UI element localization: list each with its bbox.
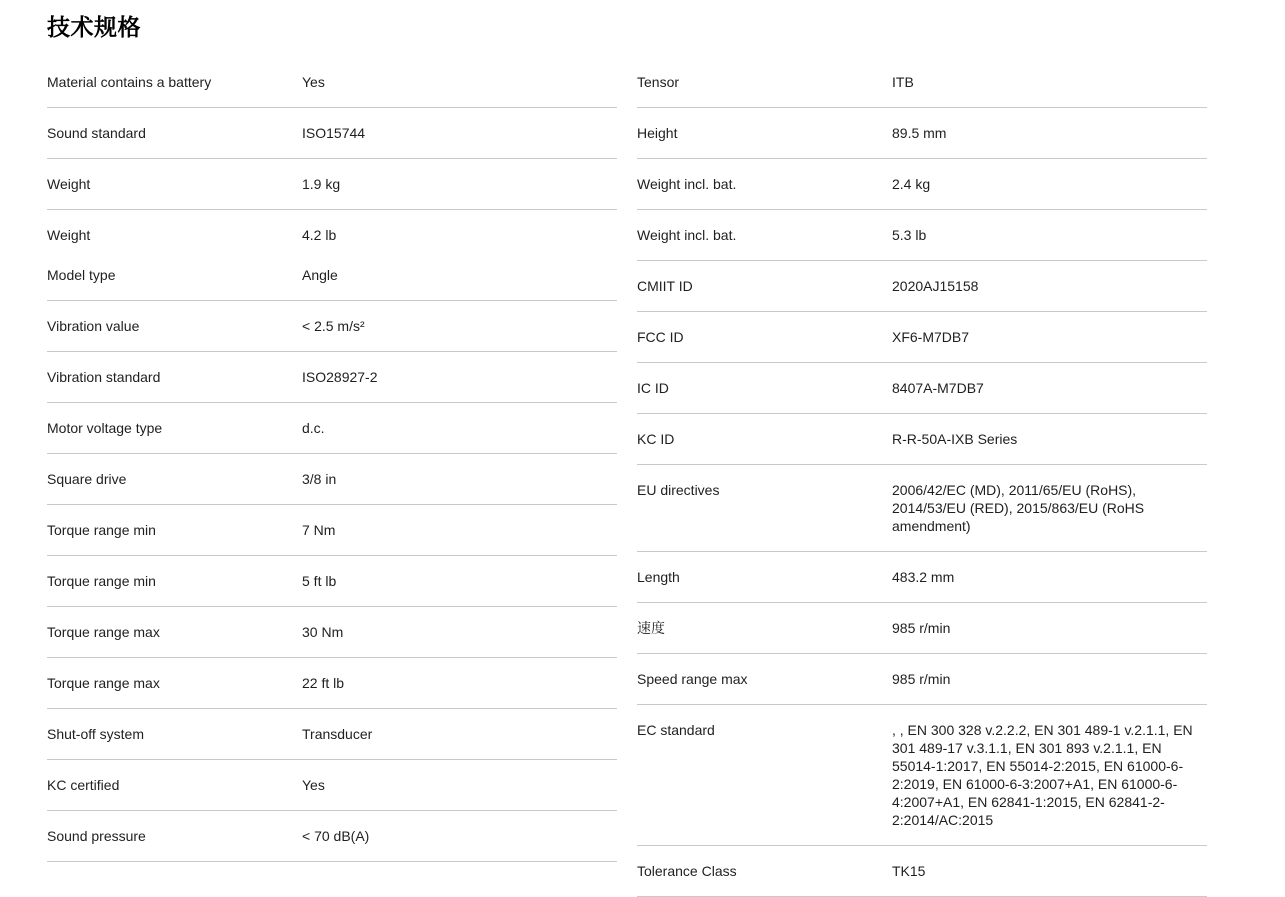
spec-row <box>637 261 1207 312</box>
spec-label: Vibration value <box>47 318 140 334</box>
spec-label: Torque range max <box>47 624 160 640</box>
spec-row <box>47 108 617 159</box>
spec-label: Sound standard <box>47 125 146 141</box>
spec-row <box>637 108 1207 159</box>
spec-value: 22 ft lb <box>302 675 345 691</box>
spec-row <box>47 403 617 454</box>
spec-label: Vibration standard <box>47 369 161 385</box>
spec-label: Length <box>637 569 680 585</box>
spec-row <box>47 57 617 108</box>
spec-row <box>637 846 1207 897</box>
spec-value: < 70 dB(A) <box>302 828 370 844</box>
spec-value: 7 Nm <box>302 522 336 538</box>
spec-row <box>637 414 1207 465</box>
spec-row <box>47 159 617 210</box>
spec-row <box>637 210 1207 261</box>
spec-value: 985 r/min <box>892 671 951 687</box>
spec-row <box>47 454 617 505</box>
spec-row <box>637 57 1207 108</box>
spec-label: Motor voltage type <box>47 420 163 436</box>
spec-value: 8407A-M7DB7 <box>892 380 984 396</box>
spec-label: Speed range max <box>637 671 748 687</box>
spec-value: 985 r/min <box>892 620 951 636</box>
spec-value: XF6-M7DB7 <box>892 329 970 345</box>
spec-value: 4.2 lb <box>302 227 337 243</box>
spec-label: Tolerance Class <box>637 863 737 879</box>
spec-value: ISO28927-2 <box>302 369 378 385</box>
spec-columns <box>47 57 1285 897</box>
spec-label: Torque range min <box>47 522 156 538</box>
spec-column-right <box>637 57 1207 897</box>
spec-row <box>47 607 617 658</box>
spec-label: EU directives <box>637 482 720 498</box>
spec-label: KC ID <box>637 431 675 447</box>
spec-label: IC ID <box>637 380 669 396</box>
spec-value: 30 Nm <box>302 624 344 640</box>
spec-label: Torque range max <box>47 675 160 691</box>
spec-value: 1.9 kg <box>302 176 341 192</box>
spec-row <box>637 363 1207 414</box>
spec-value: 2020AJ15158 <box>892 278 979 294</box>
spec-row <box>637 159 1207 210</box>
spec-row <box>47 658 617 709</box>
spec-row <box>637 603 1207 654</box>
spec-row <box>637 465 1207 552</box>
spec-label: 速度 <box>637 620 665 636</box>
spec-row <box>637 552 1207 603</box>
spec-row <box>47 556 617 607</box>
spec-column-left <box>47 57 617 862</box>
page-title: 技术规格 <box>47 14 141 40</box>
spec-label: Weight <box>47 176 91 192</box>
spec-value: < 2.5 m/s² <box>302 318 365 334</box>
spec-value: Angle <box>302 267 338 283</box>
spec-label: Material contains a battery <box>47 74 212 90</box>
spec-row <box>47 709 617 760</box>
spec-label: Tensor <box>637 74 680 90</box>
spec-value: Transducer <box>302 726 373 742</box>
spec-row <box>47 505 617 556</box>
spec-label: Weight incl. bat. <box>637 227 737 243</box>
spec-label: Shut-off system <box>47 726 145 742</box>
spec-row <box>47 210 617 250</box>
spec-row <box>47 811 617 862</box>
spec-value: ITB <box>892 74 914 90</box>
spec-label: EC standard <box>637 722 715 738</box>
spec-value: R-R-50A-IXB Series <box>892 431 1018 447</box>
spec-label: Model type <box>47 267 116 283</box>
spec-label: FCC ID <box>637 329 684 345</box>
spec-value: 89.5 mm <box>892 125 947 141</box>
spec-row <box>637 705 1207 846</box>
spec-label: Square drive <box>47 471 127 487</box>
spec-value: Yes <box>302 74 325 90</box>
spec-value: Yes <box>302 777 325 793</box>
spec-value: 5.3 lb <box>892 227 927 243</box>
spec-value: 5 ft lb <box>302 573 337 589</box>
spec-label: KC certified <box>47 777 120 793</box>
spec-label: Sound pressure <box>47 828 146 844</box>
spec-label: CMIIT ID <box>637 278 693 294</box>
spec-value: ISO15744 <box>302 125 366 141</box>
spec-value: TK15 <box>892 863 926 879</box>
spec-value: d.c. <box>302 420 325 436</box>
spec-label: Weight <box>47 227 91 243</box>
spec-row <box>637 312 1207 363</box>
spec-value: 2.4 kg <box>892 176 931 192</box>
spec-row <box>47 352 617 403</box>
spec-label: Torque range min <box>47 573 156 589</box>
spec-value: , , EN 300 328 v.2.2.2, EN 301 489-1 v.2.1.1, EN 301 489-17 v.3.1.1, EN 301 893 v.2.1.1, EN 55014-1:2017, EN 55014-2:2015, EN 61000-6-2:2019, EN 61000-6-3:2007+A1, EN 61000-6-4:2007+A1, EN 62841-1:2015, EN 62841-2-2:2014/AC:2015 <box>892 722 1193 828</box>
spec-row <box>47 301 617 352</box>
spec-row <box>47 250 617 301</box>
spec-value: 483.2 mm <box>892 569 955 585</box>
spec-row <box>47 760 617 811</box>
spec-value: 3/8 in <box>302 471 337 487</box>
spec-row <box>637 654 1207 705</box>
spec-value: 2006/42/EC (MD), 2011/65/EU (RoHS), 2014/53/EU (RED), 2015/863/EU (RoHS amendment) <box>892 482 1145 534</box>
spec-label: Weight incl. bat. <box>637 176 737 192</box>
spec-label: Height <box>637 125 678 141</box>
